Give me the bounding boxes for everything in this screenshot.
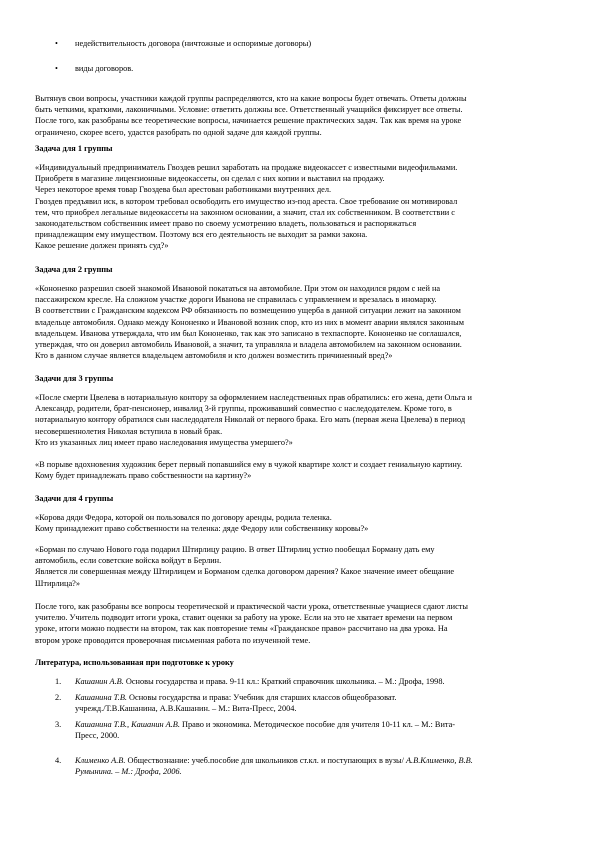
text-line: утверждая, что он доверил автомобиль Ивановой, а значит, та управляла и владела автомобилем на законном основании. xyxy=(35,340,462,350)
list-number: 4. xyxy=(55,756,62,765)
task3-text-1 xyxy=(35,392,558,448)
text-line: Право и экономика. Методическое пособие для учителя 10-11 кл. – М.: Вита- xyxy=(179,720,456,729)
text-line: законодательством собственник имеет право по своему усмотрению владеть, пользоваться и распоряжаться xyxy=(35,219,417,229)
text-line: принадлежащим ему имуществом. Поэтому вся его деятельность не выходит за рамки закона. xyxy=(35,230,368,240)
text-line: пассажирском кресле. На сложном участке дороги Иванова не справилась с управлением и врезалась в иномарку. xyxy=(35,295,437,305)
text-line: Александр, родители, брат-пенсионер, инвалид 3-й группы, проживавший совместно с наследодателем. Кроме того, в xyxy=(35,404,452,414)
text-line: В соответствии с Гражданским кодексом РФ обязанность по возмещению ущерба в данной ситуации лежит на законном xyxy=(35,306,461,316)
text-line: Вытянув свои вопросы, участники каждой группы распределяются, кто на какие вопросы будет отвечать. Ответы должны xyxy=(35,94,467,103)
task1-heading: Задача для 1 группы xyxy=(35,144,113,153)
text-line: Основы государства и права. 9-11 кл.: Краткий справочник школьника. – М.: Дрофа, 1998. xyxy=(123,677,445,686)
task4-text-1 xyxy=(35,512,558,534)
text-line: Является ли совершенная между Штирлицем и Борманом сделка договором дарения? Какое значение имеет обещание xyxy=(35,567,455,577)
text-line: Штирлица?» xyxy=(35,578,81,588)
list-number: 2. xyxy=(55,693,62,702)
task1-text xyxy=(35,162,558,252)
text-line: Кто из указанных лиц имеет право наследования имущества умершего?» xyxy=(35,437,293,447)
text-line: Гвоздев предъявил иск, в котором требовал освободить его имущество из-под ареста. Свое требование он мотивировал xyxy=(35,196,458,206)
text-line: «Корова дяди Федора, которой он пользовался по договору аренды, родила теленка. xyxy=(35,513,332,522)
text-line: владельце автомобиля. Однако между Кононенко и Ивановой возник спор, кто из них в момент аварии являлся законным xyxy=(35,317,464,327)
text-line: Основы государства и права: Учебник для старших классов общеобразоват. xyxy=(126,693,397,702)
coauthors: А.В.Клименко, В.В. xyxy=(405,756,473,765)
list-number: 1. xyxy=(55,677,62,686)
text-line: учителю. Учитель подводит итоги урока, ставит оценки за работу на уроке. Если на это не хватает времени на первом xyxy=(35,613,453,623)
bullet-dot: • xyxy=(55,39,58,48)
text-line: Кому принадлежит право собственности на теленка: дяде Федору или собственнику коровы?» xyxy=(35,524,369,534)
text-line: быть четкими, краткими, лаконичными. Условие: ответить должны все. Ответственный учащийся фиксирует все ответы. xyxy=(35,105,463,115)
text-line: Через некоторое время товар Гвоздева был арестован работниками внутренних дел. xyxy=(35,185,332,195)
text-line: «После смерти Цвелева в нотариальную контору за оформлением наследственных прав обратились: его жена, дети Ольга и xyxy=(35,393,472,402)
text-line: несовершеннолетия Николая вступила в новый брак. xyxy=(35,426,223,436)
text-line: ограничено, скорее всего, удастся разобрать по одной задаче для каждой группы. xyxy=(35,127,322,137)
text-line: владельцем. Иванова утверждала, что им был Кононенко, так как это записано в техпаспорте. Кононенко не соглашался, xyxy=(35,328,462,338)
author: Кашанина Т.В., Кашанин А.В. xyxy=(75,720,180,729)
task2-text xyxy=(35,283,558,361)
text-line: После того, как разобраны все вопросы теоретической и практической части урока, ответственные учащиеся сдают листы xyxy=(35,602,468,611)
author: Кашанина Т.В. xyxy=(75,693,127,702)
text-line: нотариальную контору обратился сын наследодателя Николай от первого брака. Его мать (первая жена Цвелева) в период xyxy=(35,415,466,425)
task4-heading: Задачи для 4 группы xyxy=(35,494,114,503)
text-line: «Борман по случаю Нового года подарил Штирлицу рацию. В ответ Штирлиц устно пообещал Борману дать ему xyxy=(35,545,435,554)
text-line: «Индивидуальный предприниматель Гвоздев решил заработать на продаже видеокассет с известными видеофильмами. xyxy=(35,163,458,172)
bullet-text: недействительность договора (ничтожные и оспоримые договоры) xyxy=(75,39,312,48)
text-line: тем, что приобрел легальные видеокассеты на законном основании, а значит, стал их собственником. В соответствии с xyxy=(35,207,455,217)
text-line: Какое решение должен принять суд?» xyxy=(35,241,169,251)
text-line: Кому будет принадлежать право собственности на картину?» xyxy=(35,471,252,481)
text-line: уроке, итоги можно подвести на втором, так как повторение темы «Гражданское право» рассчитано на два урока. На xyxy=(35,624,448,634)
author: Кашанин А.В. xyxy=(75,677,124,686)
author: Клименко А.В. xyxy=(75,756,126,765)
text-line: Обществознание: учеб.пособие для школьников ст.кл. и поступающих в вузы/ xyxy=(125,756,406,765)
text-line: «В порыве вдохновения художник берет первый попавшийся ему в чужой квартире холст и создает гениальную картину. xyxy=(35,460,463,469)
bullet-text: виды договоров. xyxy=(75,64,134,73)
intro-paragraph xyxy=(35,93,558,138)
list-number: 3. xyxy=(55,720,62,729)
text-line: После того, как разобраны все теоретические вопросы, начинается решение практических задач. Так как время на уроке xyxy=(35,116,462,126)
text-line: втором уроке проводится проверочная письменная работа по изученной теме. xyxy=(35,635,311,645)
bullet-dot: • xyxy=(55,64,58,73)
task3-text-2 xyxy=(35,459,558,481)
text-line: «Кононенко разрешил своей знакомой Ивановой покататься на автомобиле. При этом он находился рядом с ней на xyxy=(35,284,441,293)
literature-heading: Литература, использованная при подготовке к уроку xyxy=(35,658,234,667)
outro-paragraph xyxy=(35,601,558,646)
text-line: Румынина. – М.: Дрофа, 2006. xyxy=(75,767,182,777)
text-line: Приобретя в магазине лицензионные видеокассеты, он сделал с них копии и выставил на продажу. xyxy=(35,174,385,184)
task4-text-2 xyxy=(35,544,558,589)
text-line: автомобиль, если советские войска войдут в Берлин. xyxy=(35,556,222,566)
task2-heading: Задача для 2 группы xyxy=(35,265,113,274)
text-line: Кто в данном случае является владельцем автомобиля и кто должен возместить причиненный вред?» xyxy=(35,351,393,361)
task3-heading: Задачи для 3 группы xyxy=(35,374,114,383)
text-line: учрежд./Т.В.Кашанина, А.В.Кашанин. – М.: Вита-Пресс, 2004. xyxy=(75,704,297,714)
text-line: Пресс, 2000. xyxy=(75,731,120,741)
